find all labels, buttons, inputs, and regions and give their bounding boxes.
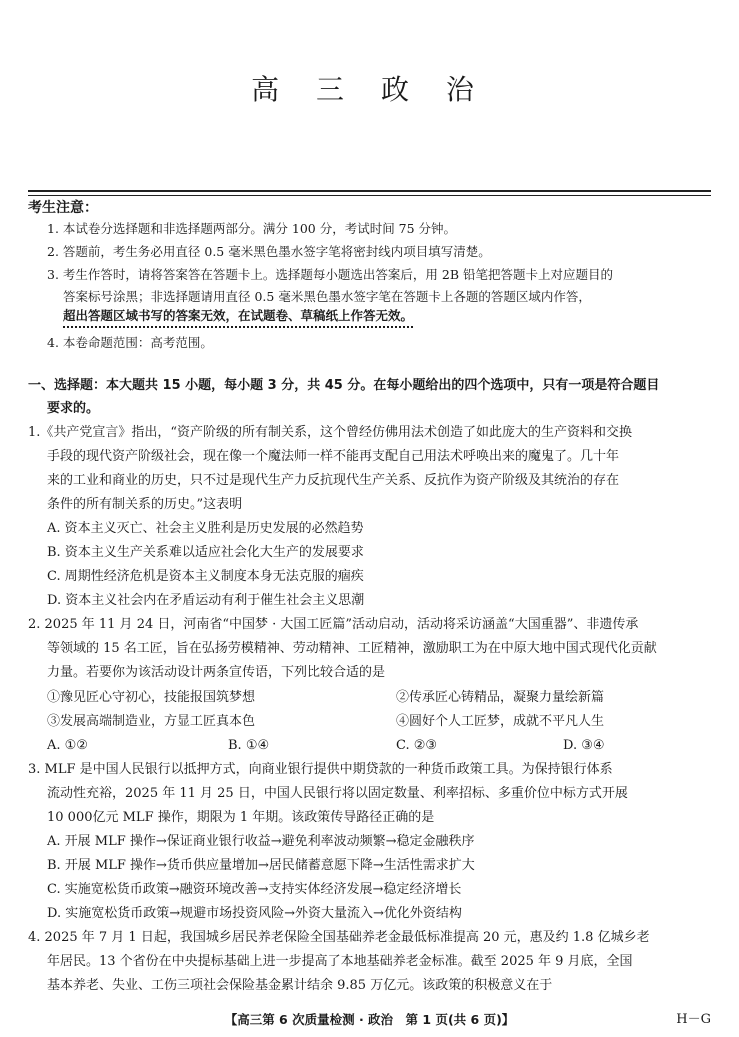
question-1-stem-line: 1.《共产党宣言》指出，“资产阶级的所有制关系，这个曾经仿佛用法术创造了如此庞大的生产资料和交换 [28, 425, 633, 440]
question-2-option-d: D. ③④ [563, 738, 605, 753]
question-1-option-a: A. 资本主义灭亡、社会主义胜利是历史发展的必然趋势 [47, 521, 364, 536]
question-1-stem-line: 来的工业和商业的历史，只不过是现代生产力反抗现代生产关系、反抗作为资产阶级及其统治的存在 [47, 473, 620, 488]
question-1-option-c: C. 周期性经济危机是资本主义制度本身无法克服的痼疾 [47, 569, 364, 584]
question-3-stem-line: 流动性充裕，2025 年 11 月 25 日，中国人民银行将以固定数量、利率招标、多重价位中标方式开展 [47, 786, 628, 801]
notice-item-4: 4. 本卷命题范围：高考范围。 [47, 335, 213, 350]
question-3-option-c: C. 实施宽松货币政策→融资环境改善→支持实体经济发展→稳定经济增长 [47, 882, 462, 897]
page-title: 高 三 政 治 [251, 73, 488, 106]
question-2-option-b: B. ①④ [228, 738, 270, 753]
question-4-stem-line: 年居民。13 个省份在中央提标基础上进一步提高了本地基础养老金标准。截至 2025 年 9 月底，全国 [47, 954, 633, 969]
notice-item-3-emphasis: 超出答题区域书写的答案无效，在试题卷、草稿纸上作答无效。 [63, 308, 414, 323]
section-heading-line-1: 一、选择题：本大题共 15 小题，每小题 3 分，共 45 分。在每小题给出的四个选项中，只有一项是符合题目 [28, 378, 660, 393]
footer-code: H－G [676, 1012, 711, 1027]
notice-item-1: 1. 本试卷分选择题和非选择题两部分。满分 100 分，考试时间 75 分钟。 [47, 221, 457, 236]
notice-item-3-line-1: 3. 考生作答时，请将答案答在答题卡上。选择题每小题选出答案后，用 2B 铅笔把答题卡上对应题目的 [47, 267, 613, 282]
notice-item-2: 2. 答题前，考生务必用直径 0.5 毫米黑色墨水签字笔将密封线内项目填写清楚。 [47, 244, 491, 259]
question-2-statement-2: ②传承匠心铸精品，凝聚力量绘新篇 [396, 690, 605, 705]
section-heading-line-2: 要求的。 [47, 401, 100, 416]
header-divider [28, 190, 711, 192]
question-1-stem-line: 手段的现代资产阶级社会，现在像一个魔法师一样不能再支配自己用法术呼唤出来的魔鬼了。几十年 [47, 449, 620, 464]
page-footer: 【高三第 6 次质量检测 · 政治 第 1 页(共 6 页)】 [224, 1012, 515, 1027]
header-divider-thin [28, 195, 711, 196]
question-3-option-d: D. 实施宽松货币政策→规避市场投资风险→外资大量流入→优化外资结构 [47, 906, 462, 921]
question-2-stem-line: 力量。若要你为该活动设计两条宣传语，下列比较合适的是 [47, 665, 386, 680]
question-4-stem-line: 4. 2025 年 7 月 1 日起，我国城乡居民养老保险全国基础养老金最低标准提高 20 元，惠及约 1.8 亿城乡老 [28, 930, 650, 945]
question-1-option-b: B. 资本主义生产关系难以适应社会化大生产的发展要求 [47, 545, 364, 560]
question-2-option-a: A. ①② [47, 738, 88, 753]
question-1-option-d: D. 资本主义社会内在矛盾运动有利于催生社会主义思潮 [47, 593, 365, 608]
question-2-statement-1: ①豫见匠心守初心，技能报国筑梦想 [47, 690, 256, 705]
question-3-stem-line: 3. MLF 是中国人民银行以抵押方式，向商业银行提供中期贷款的一种货币政策工具。为保持银行体系 [28, 762, 613, 777]
question-2-statement-3: ③发展高端制造业，方显工匠真本色 [47, 714, 256, 729]
question-4-stem-line: 基本养老、失业、工伤三项社会保险基金累计结余 9.85 万亿元。该政策的积极意义在于 [47, 978, 553, 993]
notice-heading: 考生注意： [28, 200, 98, 216]
question-2-statement-4: ④圆好个人工匠梦，成就不平凡人生 [396, 714, 605, 729]
question-3-stem-line: 10 000亿元 MLF 操作，期限为 1 年期。该政策传导路径正确的是 [47, 810, 435, 825]
question-3-option-a: A. 开展 MLF 操作→保证商业银行收益→避免利率波动频繁→稳定金融秩序 [47, 834, 475, 849]
notice-item-3-line-2: 答案标号涂黑；非选择题请用直径 0.5 毫米黑色墨水签字笔在答题卡上各题的答题区域内作答， [63, 289, 591, 304]
question-2-stem-line: 等领域的 15 名工匠，旨在弘扬劳模精神、劳动精神、工匠精神，激励职工为在中原大地中国式现代化贡献 [47, 641, 657, 656]
question-1-stem-line: 条件的所有制关系的历史。”这表明 [47, 497, 243, 512]
question-2-option-c: C. ②③ [396, 738, 438, 753]
question-2-stem-line: 2. 2025 年 11 月 24 日，河南省“中国梦 · 大国工匠篇”活动启动，活动将采访涵盖“大国重器”、非遗传承 [28, 617, 639, 632]
question-3-option-b: B. 开展 MLF 操作→货币供应量增加→居民储蓄意愿下降→生活性需求扩大 [47, 858, 475, 873]
